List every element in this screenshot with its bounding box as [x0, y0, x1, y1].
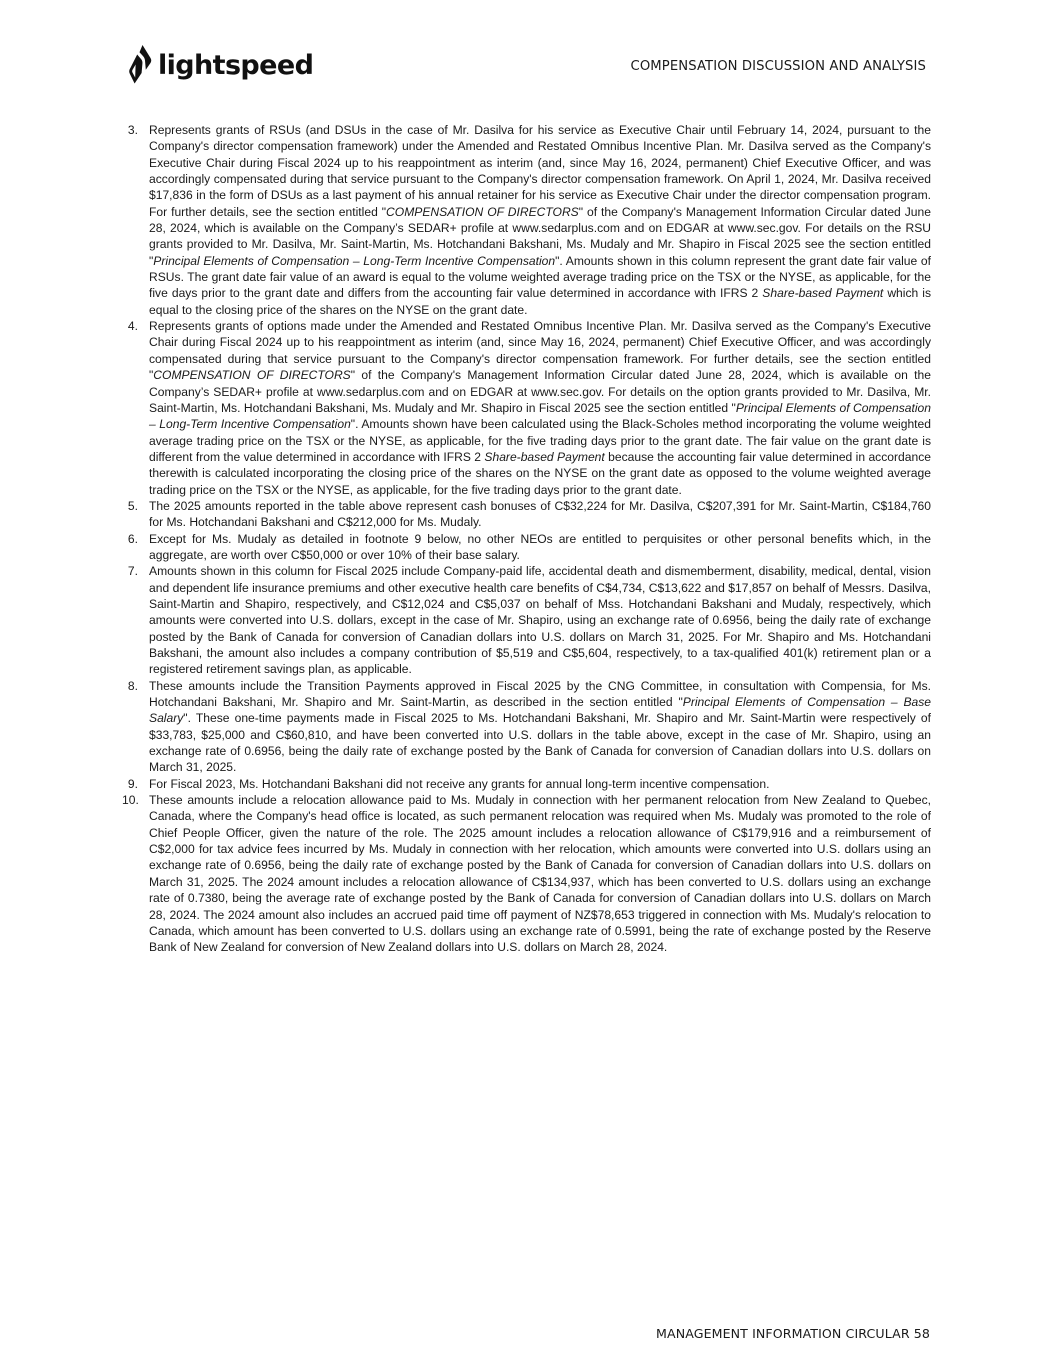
footnote-number: 6. — [127, 531, 138, 546]
footnote-text-run: For Fiscal 2023, Ms. Hotchandani Bakshani did not receive any grants for annual long-term incentive compensation. — [149, 776, 770, 791]
footnote-text-run: Represents grants of options made under the Amended and Restated Omnibus Incentive Plan. Mr. Dasilva served as the Company's Executive Chair during Fiscal 2024 up to his reappointment as interim (and, since May 16, 2024, permanent) Chief Executive Officer, and was accordingly compensated during that service pursuant to the Company's director compensation framework. For further details, see the section entitled " — [149, 319, 931, 383]
section-title: COMPENSATION DISCUSSION AND ANALYSIS — [630, 59, 926, 74]
footnote-number: 4. — [127, 319, 138, 334]
footnote-item — [122, 563, 931, 677]
footnote-italic-run: Principal Elements of Compensation – Long-Term Incentive Compensation — [153, 253, 556, 268]
footnote-number: 8. — [127, 678, 138, 693]
footnote-text — [149, 776, 931, 792]
footnote-text-run: ". Amounts shown have been calculated using the Black-Scholes method incorporating the volume weighted average trading price on the TSX or the NYSE, as applicable, for the five trading days prior to the grant date. The fair value on the grant date is different from the value determined in accordance with IFRS 2 — [149, 417, 931, 464]
footnote-item — [122, 498, 931, 531]
footnote-number: 5. — [127, 498, 138, 513]
footnote-italic-run: COMPENSATION OF DIRECTORS — [153, 368, 351, 383]
footnote-item — [122, 678, 931, 776]
footnote-text-run: ". These one-time payments made in Fiscal 2025 to Ms. Hotchandani Bakshani, Mr. Shapiro and Mr. Saint-Martin were respectively of $33,783, $25,000 and C$60,810, and have been converted into U.S. dollars in the table above, except in the case of Mr. Shapiro, using an exchange rate of 0.6956, being the daily rate of exchange posted by the Bank of Canada for conversion of Canadian dollars into U.S. dollars on March 31, 2025. — [149, 711, 931, 775]
footnotes-list — [122, 122, 931, 956]
footnote-item — [122, 792, 931, 955]
footnote-item — [122, 531, 931, 564]
footnote-text — [149, 563, 931, 677]
footnote-item — [122, 122, 931, 318]
footnote-text-run: Represents grants of RSUs (and DSUs in the case of Mr. Dasilva for his service as Executive Chair until February 14, 2024, pursuant to the Company's director compensation framework) under the Amended and Restated Omnibus Incentive Plan. Mr. Dasilva served as the Company's Executive Chair during Fiscal 2024 up to his reappointment as interim (and, since May 16, 2024, permanent) Chief Executive Officer, and was accordingly compensated during that service pursuant to the Company's director compensation framework. On April 1, 2024, Mr. Dasilva received $17,836 in the form of DSUs as a last payment of his annual retainer for his service as Executive Chair under the director compensation program. For further details, see the section entitled " — [149, 123, 931, 219]
footnote-text — [149, 792, 931, 955]
footnote-text-run: because the accounting fair value determined in accordance therewith is calculated incorporating the closing price of the shares on the NYSE on the grant date as opposed to the volume weighted average trading price on the TSX or the NYSE, as applicable, for the five trading days prior to the grant date. — [149, 449, 931, 497]
footnote-text-run: " of the Company's Management Information Circular dated June 28, 2024, which is available on the Company’s SEDAR+ profile at www.sedarplus.com and on EDGAR at www.sec.gov. For details on the RSU grants provided to Mr. Dasilva, Mr. Saint-Martin, Ms. Hotchandani Bakshani, Ms. Mudaly and Mr. Shapiro in Fiscal 2025 see the section entitled " — [149, 204, 931, 268]
footnote-text-run: These amounts include a relocation allowance paid to Ms. Mudaly in connection with her permanent relocation from New Zealand to Quebec, Canada, where the Company's head office is located, as such permanent relocation was required when Ms. Mudaly was promoted to the role of Chief People Officer, given the nature of the role. The 2025 amount includes a relocation allowance of C$179,916 and a reimbursement of C$2,000 for tax advice fees incurred by Ms. Mudaly in connection with her relocation, which amounts were converted into U.S. dollars using an exchange rate of 0.6956, being the daily rate of exchange posted by the Bank of Canada for conversion of Canadian dollars into U.S. dollars on March 31, 2025. The 2024 amount includes a relocation allowance of C$134,937, which has been converted to U.S. dollars using an exchange rate of 0.7380, being the average rate of exchange posted by the Bank of Canada for conversion of Canadian dollars into U.S. dollars on March 28, 2024. The 2024 amount also includes an accrued paid time off payment of NZ$78,653 triggered in connection with Ms. Mudaly's relocation to Canada, which amount has been converted to U.S. dollars using an exchange rate of 0.5991, being the rate of exchange posted by the Reserve Bank of New Zealand for conversion of New Zealand dollars into U.S. dollars on March 28, 2024. — [149, 793, 931, 955]
footnote-text — [149, 531, 931, 564]
footnote-italic-run: Share-based Payment — [762, 286, 884, 301]
footnote-number: 9. — [127, 776, 138, 791]
footnote-text-run: which is equal to the closing price of the shares on the NYSE on the grant date. — [149, 286, 931, 317]
footnote-text — [149, 678, 931, 776]
footnote-text-run: The 2025 amounts reported in the table above represent cash bonuses of C$32,224 for Mr. Dasilva, C$207,391 for Mr. Saint-Martin, C$184,760 for Ms. Hotchandani Bakshani and C$212,000 for Ms. Mudaly. — [149, 498, 931, 530]
footnote-number: 3. — [127, 123, 138, 137]
footnote-text-run: Except for Ms. Mudaly as detailed in footnote 9 below, no other NEOs are entitled to perquisites or other personal benefits which, in the aggregate, are worth over C$50,000 or over 10% of their base salary. — [149, 531, 931, 562]
flame-logo-icon — [128, 44, 154, 86]
footnote-number: 10. — [122, 793, 139, 808]
company-logo — [128, 44, 313, 86]
page-footer: MANAGEMENT INFORMATION CIRCULAR 58 — [656, 1326, 930, 1341]
logo-wordmark: lightspeed — [158, 49, 314, 81]
footnote-italic-run: Share-based Payment — [484, 449, 605, 464]
footnote-italic-run: Principal Elements of Compensation – Long-Term Incentive Compensation — [149, 400, 931, 432]
footnote-text-run: " of the Company's Management Information Circular dated June 28, 2024, which is available on the Company’s SEDAR+ profile at www.sedarplus.com and on EDGAR at www.sec.gov. For details on the option grants provided to Mr. Dasilva, Mr. Saint-Martin, Ms. Hotchandani Bakshani, Ms. Mudaly and Mr. Shapiro in Fiscal 2025 see the section entitled " — [149, 368, 931, 415]
footnote-text — [149, 498, 931, 531]
footnote-italic-run: Principal Elements of Compensation – Base Salary — [149, 695, 932, 726]
footnote-number: 7. — [127, 564, 138, 579]
footnote-text-run: ". Amounts shown in this column represent the grant date fair value of RSUs. The grant date fair value of an award is equal to the volume weighted average trading price on the TSX or the NYSE, as applicable, for the five days prior to the grant date and differs from the accounting fair value determined in accordance with IFRS 2 — [149, 253, 932, 301]
footnote-text — [149, 122, 931, 318]
footnote-text-run: Amounts shown in this column for Fiscal 2025 include Company-paid life, accidental death and dismemberment, disability, medical, dental, vision and dependent life insurance premiums and other executive health care benefits of C$4,734, C$13,622 and $17,857 on behalf of Messrs. Dasilva, Saint-Martin and Shapiro, respectively, and C$12,024 and C$5,037 on behalf of Mss. Hotchandani Bakshani and Mudaly, respectively, which amounts were converted into U.S. dollars, except in the case of Mr. Shapiro, using an exchange rate of 0.6956, being the daily rate of exchange posted by the Bank of Canada for conversion of Canadian dollars into U.S. dollars on March 31, 2025. For Mr. Shapiro and Ms. Hotchandani Bakshani, the amount also includes a company contribution of $5,519 and C$5,604, respectively, to a tax-qualified 401(k) retirement plan or a registered retirement savings plan, as applicable. — [149, 564, 931, 677]
footnote-text — [149, 318, 931, 498]
footnote-item — [122, 776, 931, 792]
footnote-text-run: These amounts include the Transition Payments approved in Fiscal 2025 by the CNG Committee, in consultation with Compensia, for Ms. Hotchandani Bakshani, Mr. Shapiro and Mr. Saint-Martin, as described in the section entitled " — [149, 678, 931, 710]
footnote-item — [122, 318, 931, 498]
footnote-italic-run: COMPENSATION OF DIRECTORS — [386, 204, 579, 219]
